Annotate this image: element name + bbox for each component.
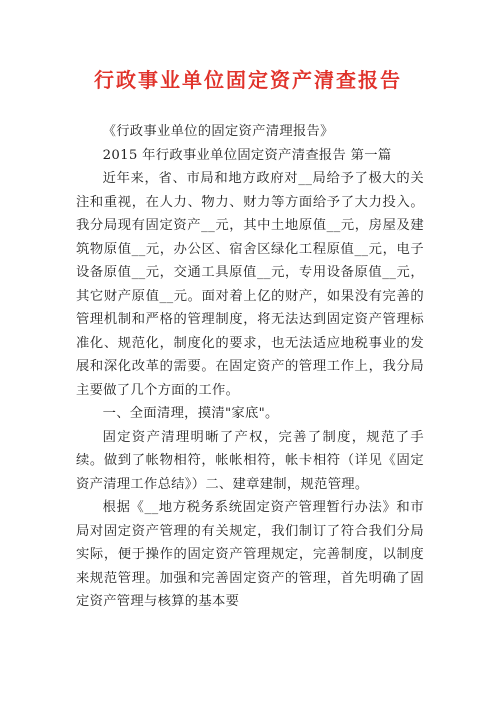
paragraph-regulations: 根据《__地方税务系统固定资产管理暂行办法》和市局对固定资产管理的有关规定，我们制订了符合我们分局实际，便于操作的固定资产管理规定，完善制度，以制度来规范管理。加强和完善固定资产的管理，首先明确了固定资产管理与核算的基本要 <box>76 500 424 609</box>
paragraph-item-one: 一、全面清理，摸清"家底"。 <box>102 406 279 421</box>
paragraph-report-name: 《行政事业单位的固定资产清理报告》 <box>102 124 334 139</box>
paragraph-section-heading: 2015 年行政事业单位固定资产清查报告 第一篇 <box>102 147 392 163</box>
document-body <box>76 120 424 614</box>
paragraph-cleanup-result: 固定资产清理明晰了产权，完善了制度，规范了手续。做到了帐物相符，帐帐相符，帐卡相符（详见《固定资产清理工作总结》）二、建章建制，规范管理。 <box>76 429 424 492</box>
document-title: 行政事业单位固定资产清查报告 <box>94 68 402 92</box>
paragraph-overview: 近年来，省、市局和地方政府对__局给予了极大的关注和重视，在人力、物力、财力等方面给予了大力投入。我分局现有固定资产__元，其中土地原值__元，房屋及建筑物原值__元，办公区、宿舍区绿化工程原值__元，电子设备原值__元，交通工具原值__元，专用设备原值__元，其它财产原值__元。面对着上亿的财产，如果没有完善的管理机制和严格的管理制度，将无法达到固定资产管理标准化、规范化，制度化的要求，也无法适应地税事业的发展和深化改革的需要。在固定资产的管理工作上，我分局主要做了几个方面的工作。 <box>76 171 424 398</box>
